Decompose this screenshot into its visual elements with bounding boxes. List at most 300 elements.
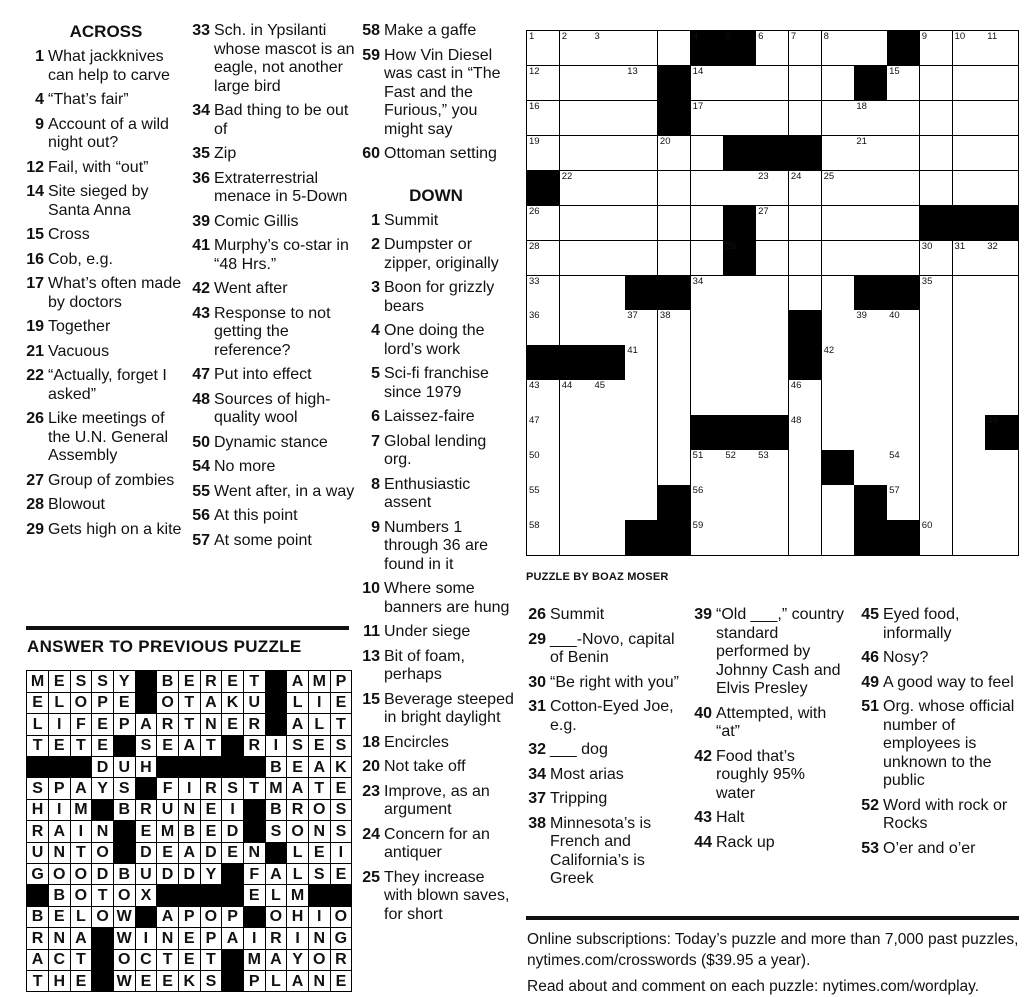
grid-cell[interactable] xyxy=(560,241,593,276)
black-square xyxy=(222,735,244,757)
grid-cell[interactable] xyxy=(953,345,986,380)
grid-cell[interactable] xyxy=(560,276,593,311)
grid-cell[interactable] xyxy=(625,31,658,66)
clue-text: Rack up xyxy=(716,833,775,851)
grid-cell[interactable] xyxy=(789,206,822,241)
answer-letter: A xyxy=(179,842,201,864)
grid-cell[interactable] xyxy=(560,520,593,555)
grid-cell[interactable] xyxy=(854,345,887,380)
cell-number: 14 xyxy=(692,65,704,77)
grid-cell[interactable] xyxy=(920,415,953,450)
answer-letter: O xyxy=(287,821,309,843)
grid-cell[interactable] xyxy=(789,415,822,450)
answer-letter: S xyxy=(92,671,114,693)
grid-cell[interactable] xyxy=(592,206,625,241)
answer-letter: N xyxy=(49,842,71,864)
clue-item xyxy=(357,476,515,513)
grid-cell[interactable] xyxy=(691,241,724,276)
grid-cell[interactable] xyxy=(592,415,625,450)
grid-cell[interactable] xyxy=(789,171,822,206)
clue-text: Sci-fi franchise since 1979 xyxy=(384,365,489,401)
grid-cell[interactable] xyxy=(658,310,691,345)
grid-cell[interactable] xyxy=(592,310,625,345)
across-column-1 xyxy=(22,22,190,545)
clue-item xyxy=(357,519,515,575)
grid-cell[interactable] xyxy=(691,66,724,101)
answer-letter: P xyxy=(200,928,222,950)
grid-cell[interactable] xyxy=(920,66,953,101)
grid-cell[interactable] xyxy=(854,136,887,171)
grid-cell[interactable] xyxy=(920,310,953,345)
answer-letter: E xyxy=(222,842,244,864)
grid-cell[interactable] xyxy=(887,450,920,485)
clue-item xyxy=(188,366,356,385)
cell-number: 60 xyxy=(921,520,933,532)
grid-cell[interactable] xyxy=(920,241,953,276)
grid-cell[interactable] xyxy=(887,101,920,136)
grid-cell[interactable] xyxy=(691,450,724,485)
answer-letter: L xyxy=(287,842,309,864)
clue-number: 34 xyxy=(528,765,546,783)
grid-cell[interactable] xyxy=(789,450,822,485)
grid-cell[interactable] xyxy=(920,485,953,520)
grid-cell[interactable] xyxy=(756,450,789,485)
grid-cell[interactable] xyxy=(854,101,887,136)
clue-text: Fail, with “out” xyxy=(48,158,149,176)
cell-number: 35 xyxy=(921,275,933,287)
grid-cell[interactable] xyxy=(887,171,920,206)
wordplay-note: Read about and comment on each puzzle: nytimes.com/wordplay. xyxy=(527,978,980,995)
clue-number: 16 xyxy=(26,250,44,268)
grid-cell[interactable] xyxy=(592,171,625,206)
grid-cell[interactable] xyxy=(756,206,789,241)
answer-letter: L xyxy=(309,714,331,736)
grid-cell[interactable] xyxy=(822,31,855,66)
clue-text: What jackknives can help to carve xyxy=(48,48,170,84)
grid-cell[interactable] xyxy=(625,101,658,136)
answer-letter: N xyxy=(309,928,331,950)
grid-cell[interactable] xyxy=(527,485,560,520)
grid-cell[interactable] xyxy=(920,380,953,415)
grid-cell[interactable] xyxy=(789,101,822,136)
grid-cell[interactable] xyxy=(789,31,822,66)
grid-cell[interactable] xyxy=(560,206,593,241)
grid-cell[interactable] xyxy=(756,276,789,311)
grid-cell[interactable] xyxy=(985,241,1018,276)
grid-cell[interactable] xyxy=(527,415,560,450)
grid-cell[interactable] xyxy=(822,345,855,380)
grid-cell[interactable] xyxy=(560,310,593,345)
grid-cell[interactable] xyxy=(527,520,560,555)
grid-cell[interactable] xyxy=(756,520,789,555)
answer-letter: S xyxy=(70,671,92,693)
answer-letter: U xyxy=(244,692,266,714)
grid-cell[interactable] xyxy=(985,380,1018,415)
grid-cell[interactable] xyxy=(756,345,789,380)
grid-cell[interactable] xyxy=(756,31,789,66)
grid-cell[interactable] xyxy=(625,206,658,241)
grid-cell[interactable] xyxy=(658,31,691,66)
grid-cell[interactable] xyxy=(723,485,756,520)
grid-cell[interactable] xyxy=(691,101,724,136)
cell-number: 29 xyxy=(725,240,736,252)
grid-cell[interactable] xyxy=(985,310,1018,345)
answer-letter: D xyxy=(92,864,114,886)
grid-cell[interactable] xyxy=(527,31,560,66)
grid-cell[interactable] xyxy=(560,136,593,171)
grid-cell[interactable] xyxy=(789,241,822,276)
grid-cell[interactable] xyxy=(985,101,1018,136)
grid-cell[interactable] xyxy=(920,171,953,206)
grid-cell[interactable] xyxy=(592,276,625,311)
grid-cell[interactable] xyxy=(854,310,887,345)
grid-cell[interactable] xyxy=(592,66,625,101)
grid-cell[interactable] xyxy=(560,415,593,450)
grid-cell[interactable] xyxy=(527,101,560,136)
black-square xyxy=(265,842,287,864)
grid-cell[interactable] xyxy=(985,520,1018,555)
answer-letter: F xyxy=(70,714,92,736)
grid-cell[interactable] xyxy=(723,520,756,555)
grid-cell[interactable] xyxy=(854,171,887,206)
grid-cell[interactable] xyxy=(953,310,986,345)
grid-cell[interactable] xyxy=(691,310,724,345)
grid-cell[interactable] xyxy=(592,485,625,520)
grid-cell[interactable] xyxy=(985,136,1018,171)
grid-cell[interactable] xyxy=(953,276,986,311)
grid-cell[interactable] xyxy=(789,485,822,520)
black-square xyxy=(49,757,71,779)
grid-cell[interactable] xyxy=(822,241,855,276)
clue-item xyxy=(188,434,356,453)
grid-cell[interactable] xyxy=(953,31,986,66)
black-square xyxy=(200,885,222,907)
grid-cell[interactable] xyxy=(756,380,789,415)
cell-number: 26 xyxy=(529,205,540,217)
grid-cell[interactable] xyxy=(658,171,691,206)
grid-cell[interactable] xyxy=(887,206,920,241)
black-square xyxy=(179,757,201,779)
grid-cell[interactable] xyxy=(854,415,887,450)
grid-cell[interactable] xyxy=(691,380,724,415)
clue-number: 15 xyxy=(362,690,380,708)
answer-letter: O xyxy=(157,692,179,714)
grid-cell[interactable] xyxy=(854,380,887,415)
grid-cell[interactable] xyxy=(625,136,658,171)
answer-letter: B xyxy=(114,799,136,821)
grid-cell[interactable] xyxy=(887,485,920,520)
answer-letter: E xyxy=(49,671,71,693)
grid-cell[interactable] xyxy=(723,310,756,345)
grid-cell[interactable] xyxy=(658,415,691,450)
grid-cell[interactable] xyxy=(953,101,986,136)
grid-cell[interactable] xyxy=(822,415,855,450)
clue-text: Enthusiastic assent xyxy=(384,475,471,511)
grid-cell[interactable] xyxy=(658,345,691,380)
grid-cell[interactable] xyxy=(953,171,986,206)
grid-cell[interactable] xyxy=(658,241,691,276)
grid-cell[interactable] xyxy=(592,136,625,171)
grid-cell[interactable] xyxy=(985,171,1018,206)
grid-cell[interactable] xyxy=(822,206,855,241)
grid-cell[interactable] xyxy=(985,31,1018,66)
grid-cell[interactable] xyxy=(527,450,560,485)
grid-cell[interactable] xyxy=(527,276,560,311)
clue-item xyxy=(855,674,1015,693)
grid-cell[interactable] xyxy=(560,171,593,206)
cell-number: 15 xyxy=(889,65,900,77)
grid-cell[interactable] xyxy=(691,206,724,241)
grid-cell[interactable] xyxy=(854,31,887,66)
grid-cell[interactable] xyxy=(789,380,822,415)
grid-cell[interactable] xyxy=(723,101,756,136)
black-square xyxy=(985,415,1018,450)
grid-cell[interactable] xyxy=(887,66,920,101)
answer-letter: O xyxy=(309,949,331,971)
grid-cell[interactable] xyxy=(527,66,560,101)
black-square xyxy=(244,757,266,779)
grid-cell[interactable] xyxy=(756,101,789,136)
grid-cell[interactable] xyxy=(723,450,756,485)
grid-cell[interactable] xyxy=(756,66,789,101)
grid-cell[interactable] xyxy=(789,276,822,311)
cell-number: 7 xyxy=(790,31,797,42)
grid-cell[interactable] xyxy=(691,276,724,311)
grid-cell[interactable] xyxy=(527,206,560,241)
answer-letter: B xyxy=(265,757,287,779)
grid-cell[interactable] xyxy=(560,31,593,66)
grid-cell[interactable] xyxy=(592,520,625,555)
grid-cell[interactable] xyxy=(953,241,986,276)
grid-cell[interactable] xyxy=(953,450,986,485)
answer-letter: R xyxy=(27,928,49,950)
black-square xyxy=(92,928,114,950)
grid-cell[interactable] xyxy=(756,171,789,206)
grid-cell[interactable] xyxy=(822,171,855,206)
grid-cell[interactable] xyxy=(723,380,756,415)
grid-cell[interactable] xyxy=(985,450,1018,485)
clue-number: 35 xyxy=(192,145,210,162)
grid-cell[interactable] xyxy=(953,66,986,101)
black-square xyxy=(135,671,157,693)
grid-cell[interactable] xyxy=(920,276,953,311)
grid-cell[interactable] xyxy=(887,310,920,345)
grid-cell[interactable] xyxy=(953,485,986,520)
grid-cell[interactable] xyxy=(887,136,920,171)
answer-letter: T xyxy=(244,778,266,800)
clue-number: 2 xyxy=(371,236,380,253)
clue-number: 23 xyxy=(362,782,380,800)
cell-number: 5 xyxy=(725,31,731,42)
grid-cell[interactable] xyxy=(560,485,593,520)
grid-cell[interactable] xyxy=(592,241,625,276)
grid-cell[interactable] xyxy=(822,66,855,101)
grid-cell[interactable] xyxy=(756,241,789,276)
grid-cell[interactable] xyxy=(625,450,658,485)
answer-letter: E xyxy=(135,971,157,993)
answer-letter: I xyxy=(222,799,244,821)
cell-number: 25 xyxy=(823,170,835,182)
clue-text: Put into effect xyxy=(214,366,312,383)
clue-text: Beverage steeped in bright daylight xyxy=(384,690,514,726)
grid-cell[interactable] xyxy=(854,206,887,241)
grid-cell[interactable] xyxy=(658,206,691,241)
clue-text: Vacuous xyxy=(48,342,110,360)
grid-cell[interactable] xyxy=(625,345,658,380)
grid-cell[interactable] xyxy=(887,380,920,415)
grid-cell[interactable] xyxy=(985,66,1018,101)
grid-cell[interactable] xyxy=(854,450,887,485)
grid-cell[interactable] xyxy=(592,101,625,136)
black-square xyxy=(265,692,287,714)
grid-cell[interactable] xyxy=(560,380,593,415)
grid-cell[interactable] xyxy=(723,345,756,380)
clue-item xyxy=(188,102,356,139)
clue-item xyxy=(188,237,356,274)
answer-letter: T xyxy=(179,692,201,714)
grid-cell[interactable] xyxy=(625,66,658,101)
grid-cell[interactable] xyxy=(887,345,920,380)
grid-cell[interactable] xyxy=(560,450,593,485)
black-square xyxy=(309,885,331,907)
answer-letter: U xyxy=(114,757,136,779)
answer-letter: F xyxy=(244,864,266,886)
grid-cell[interactable] xyxy=(920,345,953,380)
grid-cell[interactable] xyxy=(560,66,593,101)
grid-cell[interactable] xyxy=(822,310,855,345)
clue-item xyxy=(22,275,190,312)
grid-cell[interactable] xyxy=(658,136,691,171)
clue-number: 19 xyxy=(26,318,44,335)
grid-cell[interactable] xyxy=(887,241,920,276)
grid-cell[interactable] xyxy=(756,485,789,520)
clue-number: 37 xyxy=(528,790,546,807)
grid-cell[interactable] xyxy=(625,380,658,415)
answer-letter: E xyxy=(49,735,71,757)
grid-cell[interactable] xyxy=(625,415,658,450)
answer-letter: O xyxy=(265,906,287,928)
clue-number: 13 xyxy=(362,647,380,665)
grid-cell[interactable] xyxy=(658,450,691,485)
grid-cell[interactable] xyxy=(822,136,855,171)
grid-cell[interactable] xyxy=(527,241,560,276)
grid-cell[interactable] xyxy=(920,520,953,555)
grid-cell[interactable] xyxy=(592,380,625,415)
grid-cell[interactable] xyxy=(953,520,986,555)
black-square xyxy=(854,66,887,101)
cell-number: 45 xyxy=(594,380,606,392)
grid-cell[interactable] xyxy=(756,310,789,345)
grid-cell[interactable] xyxy=(723,276,756,311)
grid-cell[interactable] xyxy=(560,101,593,136)
clue-item xyxy=(22,183,190,220)
clue-item xyxy=(22,521,190,540)
grid-cell[interactable] xyxy=(985,485,1018,520)
grid-cell[interactable] xyxy=(920,31,953,66)
grid-cell[interactable] xyxy=(625,171,658,206)
answer-letter: G xyxy=(330,928,352,950)
clue-number: 54 xyxy=(192,458,210,475)
clue-item xyxy=(357,648,515,685)
grid-cell[interactable] xyxy=(822,380,855,415)
grid-cell[interactable] xyxy=(723,171,756,206)
grid-cell[interactable] xyxy=(920,136,953,171)
answer-letter: P xyxy=(222,906,244,928)
grid-cell[interactable] xyxy=(592,450,625,485)
clue-text: Under siege xyxy=(384,623,471,640)
clue-item xyxy=(522,741,682,760)
answer-letter: S xyxy=(27,778,49,800)
cell-number: 20 xyxy=(659,135,671,147)
cell-number: 30 xyxy=(921,240,933,252)
black-square xyxy=(92,949,114,971)
grid-cell[interactable] xyxy=(691,485,724,520)
clue-item xyxy=(357,47,515,140)
grid-cell[interactable] xyxy=(822,101,855,136)
grid-cell[interactable] xyxy=(527,136,560,171)
answer-letter: R xyxy=(330,949,352,971)
grid-cell[interactable] xyxy=(854,241,887,276)
clue-item xyxy=(188,305,356,361)
grid-cell[interactable] xyxy=(723,66,756,101)
answer-letter: L xyxy=(287,692,309,714)
black-square xyxy=(887,520,920,555)
answer-letter: U xyxy=(157,799,179,821)
clue-item xyxy=(855,606,1015,643)
grid-cell[interactable] xyxy=(527,380,560,415)
grid-cell[interactable] xyxy=(625,241,658,276)
clue-text: Summit xyxy=(384,211,439,229)
grid-cell[interactable] xyxy=(887,415,920,450)
answer-letter: E xyxy=(92,735,114,757)
grid-cell[interactable] xyxy=(953,136,986,171)
grid-cell[interactable] xyxy=(625,310,658,345)
cell-number: 37 xyxy=(627,310,638,322)
grid-cell[interactable] xyxy=(920,450,953,485)
grid-cell[interactable] xyxy=(822,276,855,311)
answer-letter: T xyxy=(27,735,49,757)
grid-cell[interactable] xyxy=(953,415,986,450)
answer-letter: R xyxy=(135,799,157,821)
grid-cell[interactable] xyxy=(658,380,691,415)
grid-cell[interactable] xyxy=(592,31,625,66)
grid-cell[interactable] xyxy=(822,485,855,520)
answer-letter: S xyxy=(287,735,309,757)
clue-text: Like meetings of the U.N. General Assembly xyxy=(48,410,169,464)
grid-cell[interactable] xyxy=(691,520,724,555)
footer xyxy=(527,929,1027,997)
grid-cell[interactable] xyxy=(789,520,822,555)
grid-cell[interactable] xyxy=(789,66,822,101)
grid-cell[interactable] xyxy=(920,101,953,136)
answer-letter: I xyxy=(49,714,71,736)
grid-cell[interactable] xyxy=(527,310,560,345)
grid-cell[interactable] xyxy=(691,345,724,380)
grid-cell[interactable] xyxy=(691,136,724,171)
black-square xyxy=(157,757,179,779)
clue-number: 39 xyxy=(694,606,712,623)
grid-cell[interactable] xyxy=(985,276,1018,311)
grid-cell[interactable] xyxy=(625,485,658,520)
grid-cell[interactable] xyxy=(691,171,724,206)
grid-cell[interactable] xyxy=(822,520,855,555)
grid-cell[interactable] xyxy=(985,345,1018,380)
answer-letter: E xyxy=(244,885,266,907)
answer-letter: B xyxy=(179,821,201,843)
answer-letter: S xyxy=(265,821,287,843)
grid-cell[interactable] xyxy=(953,380,986,415)
answer-letter: O xyxy=(330,906,352,928)
